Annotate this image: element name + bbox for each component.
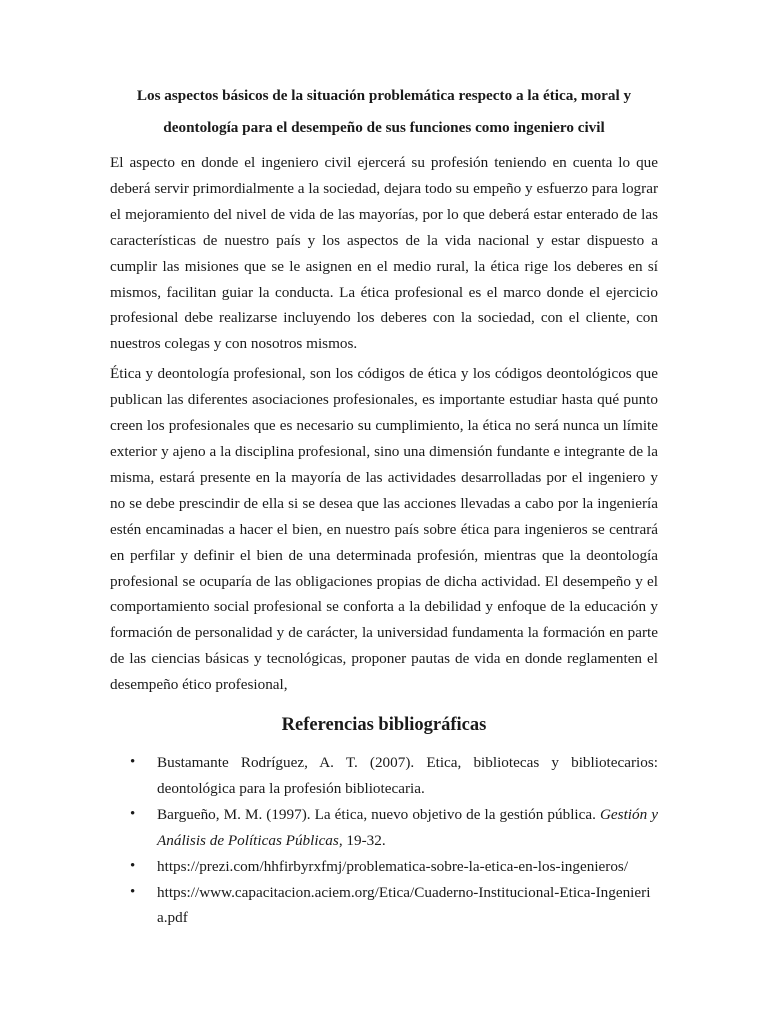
references-heading: Referencias bibliográficas xyxy=(281,715,487,736)
document-title: Los aspectos básicos de la situación problemática respecto a la ética, moral y deontología para el desempeño de sus funciones como ingeniero civil xyxy=(136,87,632,136)
reference-item-2 xyxy=(110,802,658,854)
reference-text: Bustamante Rodríguez, A. T. (2007). Etica, bibliotecas y bibliotecarios: deontológica para la profesión bibliotecaria. xyxy=(157,754,658,797)
references-list xyxy=(110,750,658,931)
reference-url: https://www.capacitacion.aciem.org/Etica/Cuaderno-Institucional-Etica-Ingenieria.pdf xyxy=(157,883,651,927)
bullet-icon: • xyxy=(130,857,136,874)
bullet-icon: • xyxy=(130,754,136,771)
reference-url: https://prezi.com/hhfirbyrxfmj/problematica-sobre-la-etica-en-los-ingenieros/ xyxy=(157,857,629,875)
reference-journal-title: Gestión y Análisis de Políticas Públicas xyxy=(157,805,658,849)
document-page xyxy=(110,80,658,931)
reference-item-3 xyxy=(110,854,658,880)
bullet-icon: • xyxy=(130,883,136,900)
body-paragraph-2: Ética y deontología profesional, son los códigos de ética y los códigos deontológicos que publican las diferentes asociaciones profesionales, es importante estudiar hasta qué punto creen los profesionales que es necesario su cumplimiento, la ética no será nunca un límite exterior y ajeno a la disciplina profesional, sino una dimensión fundante e integrante de la misma, estará presente en la mayoría de las actividades desarrolladas por el ingeniero y no se debe prescindir de ella si se desea que las acciones llevadas a cabo por la ingeniería estén encaminadas a hacer el bien, en nuestro país sobre ética para ingenieros se centrará en perfilar y definir el bien de una determinada profesión, mientras que la deontología profesional se ocuparía de las obligaciones propias de dicha actividad. El desempeño y el comportamiento social profesional se conforta a la debilidad y enfoque de la educación y formación de personalidad y de carácter, la universidad fundamenta la formación en parte de las ciencias básicas y tecnológicas, proponer pautas de vida en donde reglamenten el desempeño ético profesional, xyxy=(110,365,658,694)
body-paragraph-1: El aspecto en donde el ingeniero civil ejercerá su profesión teniendo en cuenta lo que deberá servir primordialmente a la sociedad, dejara todo su empeño y esfuerzo para lograr el mejoramiento del nivel de vida de las mayorías, por lo que deberá estar enterado de las características de nuestro país y los aspectos de la vida nacional y estar dispuesto a cumplir las misiones que se le asignen en el medio rural, la ética rige los deberes en sí mismos, facilitan guiar la conducta. La ética profesional es el marco donde el ejercicio profesional debe realizarse incluyendo los deberes con la sociedad, con el cliente, con nuestros colegas y con nosotros mismos. xyxy=(110,154,658,353)
reference-item-1 xyxy=(110,750,658,802)
bullet-icon: • xyxy=(130,805,136,822)
reference-item-4 xyxy=(110,880,658,932)
reference-text: Bargueño, M. M. (1997). La ética, nuevo objetivo de la gestión pública. xyxy=(157,805,600,823)
reference-pages: , 19-32. xyxy=(338,831,386,849)
